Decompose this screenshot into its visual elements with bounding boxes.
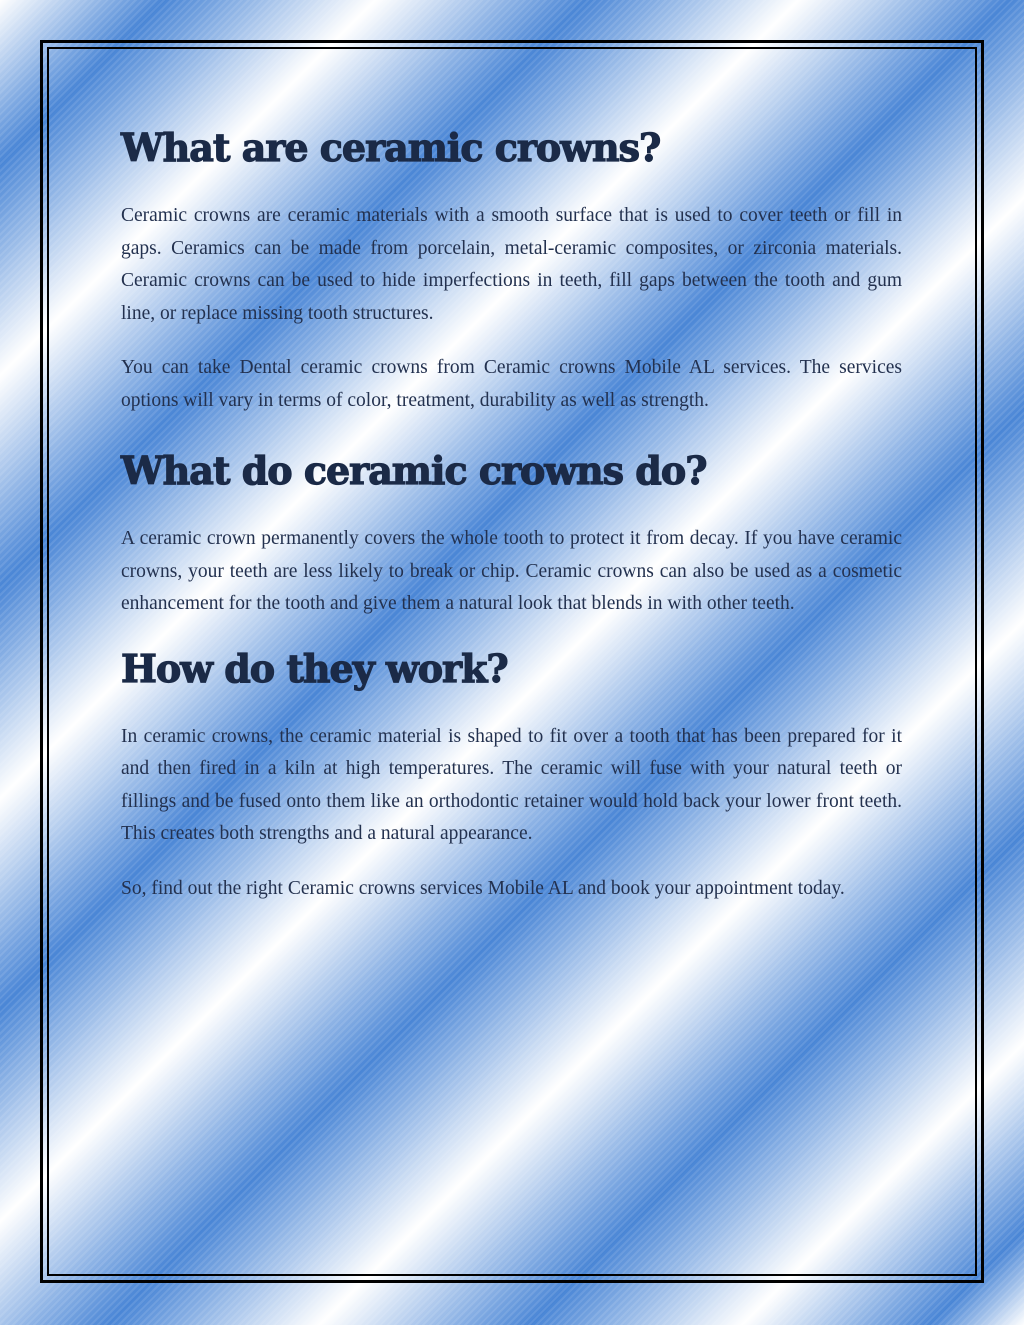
paragraph-dental-services: You can take Dental ceramic crowns from Ceramic crowns Mobile AL services. The services options will vary in terms of color, treatment, durability as well as strength. xyxy=(121,357,902,411)
paragraph-ceramic-crowns-definition: Ceramic crowns are ceramic materials with a smooth surface that is used to cover teeth or fill in gaps. Ceramics can be made from porcelain, metal-ceramic composites, or zirconia materials. Ceramic crowns can be used to hide imperfections in teeth, fill gaps between the tooth and gum line, or replace missing tooth structures. xyxy=(121,205,902,324)
paragraph-crown-protection: A ceramic crown permanently covers the whole tooth to protect it from decay. If you have ceramic crowns, your teeth are less likely to break or chip. Ceramic crowns can also be used as a cosmetic enhancement for the tooth and give them a natural look that blends in with other teeth. xyxy=(121,528,902,614)
heading-what-do-ceramic-crowns-do: What do ceramic crowns do? xyxy=(121,448,707,493)
heading-what-are-ceramic-crowns: What are ceramic crowns? xyxy=(121,125,661,170)
paragraph-call-to-action: So, find out the right Ceramic crowns services Mobile AL and book your appointment today. xyxy=(121,877,845,899)
paragraph-crown-process: In ceramic crowns, the ceramic material is shaped to fit over a tooth that has been prepared for it and then fired in a kiln at high temperatures. The ceramic will fuse with your natural teeth or fillings and be fused onto them like an orthodontic retainer would hold back your lower front teeth. This creates both strengths and a natural appearance. xyxy=(121,725,902,844)
heading-how-do-they-work: How do they work? xyxy=(121,645,508,691)
document-content xyxy=(121,120,902,905)
